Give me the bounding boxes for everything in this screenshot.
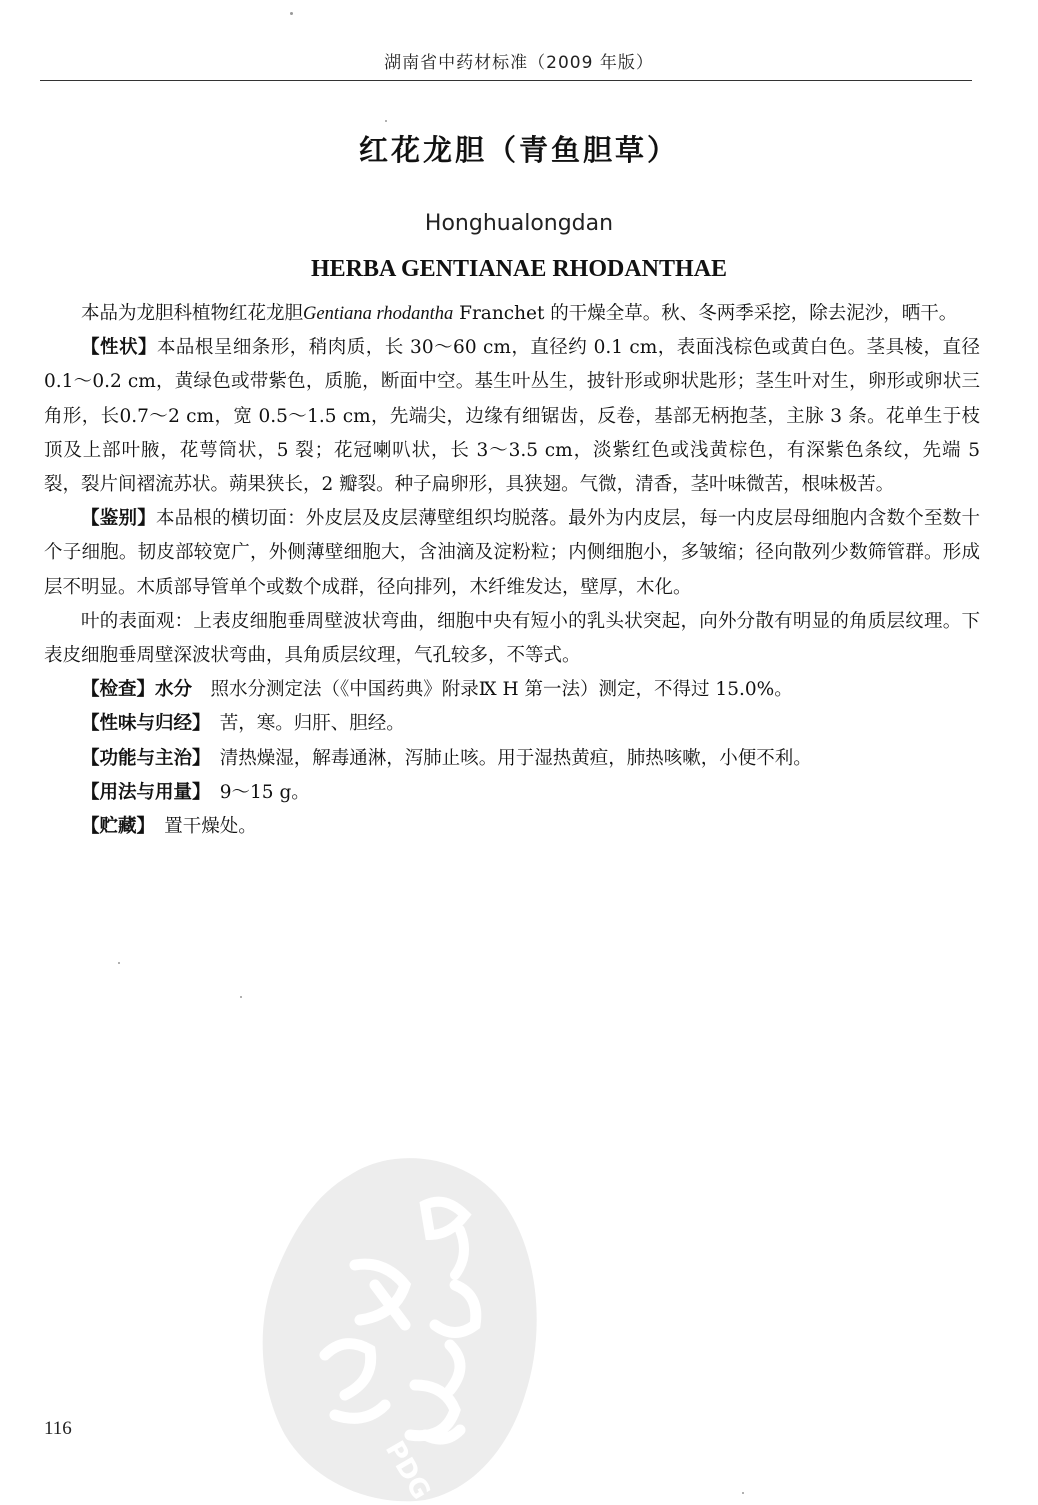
header-rule [40,80,972,81]
page-number: 116 [44,1418,72,1439]
scan-speck [290,12,293,15]
pinyin-name: Honghualongdan [424,211,614,236]
storage-label: 【贮藏】 [81,816,156,838]
identification-label: 【鉴别】 [81,508,156,530]
nature-meridian-text: 苦，寒。归肝、胆经。 [219,713,405,735]
storage-section [44,810,980,844]
scan-speck [118,962,120,964]
monograph-title: 红花龙胆（青鱼胆草） [358,133,679,167]
scan-speck [385,120,387,122]
watermark-text: PDG [378,1436,436,1505]
latin-title: HERBA GENTIANAE RHODANTHAE [310,256,728,282]
species-name: Gentiana rhodantha [303,304,454,324]
storage-text: 置干燥处。 [164,816,257,838]
intro-text-before: 本品为龙胆科植物红花龙胆 [81,303,304,324]
dosage-section [44,776,980,810]
examination-text: 照水分测定法（《中国药典》附录Ⅸ H 第一法）测定，不得过 15.0%。 [210,679,793,701]
seal-watermark [255,1135,555,1505]
scan-speck [240,996,242,998]
examination-label: 【检查】 [81,679,156,701]
identification-text: 本品根的横切面：外皮层及皮层薄壁组织均脱落。最外为内皮层，每一内皮层母细胞内含数个至数十个子细胞。韧皮部较宽广，外侧薄壁细胞大，含油滴及淀粉粒；内侧细胞小，多皱缩；径向散列少数筛管群。形成层不明显。木质部导管单个或数个成群，径向排列，木纤维发达，壁厚，木化。 [44,508,980,598]
scan-speck [742,1492,744,1494]
dosage-text: 9～15 g。 [219,781,310,803]
description-section [44,331,980,502]
identification-section [44,502,980,605]
intro-paragraph [44,297,980,331]
running-header: 湖南省中药材标准（2009 年版） [384,53,654,73]
intro-text-after: Franchet 的干燥全草。秋、冬两季采挖，除去泥沙，晒干。 [453,303,958,324]
description-label: 【性状】 [81,337,157,359]
leaf-surface-paragraph: 叶的表面观：上表皮细胞垂周壁波状弯曲，细胞中央有短小的乳头状突起，向外分散有明显的角质层纹理。下表皮细胞垂周壁深波状弯曲，具角质层纹理，气孔较多，不等式。 [44,610,980,667]
examination-sublabel: 水分 [155,679,193,701]
functions-section [44,742,980,776]
nature-meridian-label: 【性味与归经】 [81,713,211,735]
functions-label: 【功能与主治】 [81,747,211,769]
functions-text: 清热燥湿，解毒通淋，泻肺止咳。用于湿热黄疸，肺热咳嗽，小便不利。 [219,747,812,769]
monograph-body [44,297,980,844]
nature-meridian-section [44,707,980,741]
dosage-label: 【用法与用量】 [81,781,211,803]
description-text: 本品根呈细条形，稍肉质，长 30～60 cm，直径约 0.1 cm，表面浅棕色或黄白色。茎具棱，直径 0.1～0.2 cm，黄绿色或带紫色，质脆，断面中空。基生叶丛生，披针形或卵状匙形；茎生叶对生，卵形或卵状三角形，长0.7～2 cm，宽 0.5～1.5 cm，先端尖，边缘有细锯齿，反卷，基部无柄抱茎，主脉 3 条。花单生于枝顶及上部叶腋，花萼筒状，5 裂；花冠喇叭状，长 3～3.5 cm，淡紫红色或浅黄棕色，有深紫色条纹，先端 5 裂，裂片间褶流苏状。蒴果狭长，2 瓣裂。种子扁卵形，具狭翅。气微，清香，茎叶味微苦，根味极苦。 [44,337,980,496]
seal-watermark-graphic [255,1135,555,1505]
examination-section [44,673,980,707]
